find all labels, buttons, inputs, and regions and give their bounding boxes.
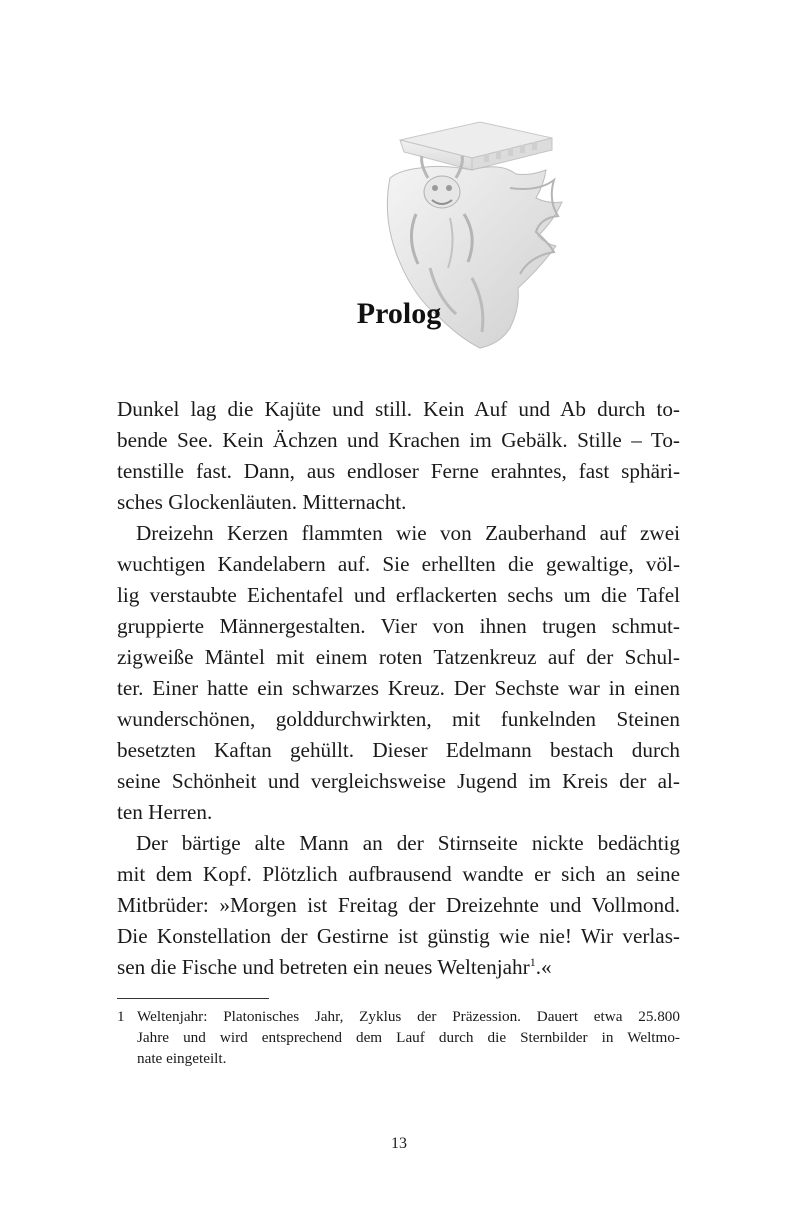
paragraph-1-line-2: bende See. Kein Ächzen und Krachen im Gebälk. Stille – To- [117, 428, 680, 452]
paragraph-3-line-5-text: sen die Fische und betreten ein neues Weltenjahr [117, 955, 530, 979]
footnote-reference[interactable]: 1 [529, 954, 536, 969]
paragraph-2-line-9: seine Schönheit und vergleichsweise Jugend im Kreis der al- [117, 769, 680, 793]
paragraph-3-line-3: Mitbrüder: »Morgen ist Freitag der Dreizehnte und Vollmond. [117, 893, 680, 917]
paragraph-3-line-5 [117, 952, 680, 983]
paragraph-2-line-4: gruppierte Männergestalten. Vier von ihnen trugen schmut- [117, 614, 680, 638]
paragraph-1-line-3: tenstille fast. Dann, aus endloser Ferne erahntes, fast sphäri- [117, 459, 680, 483]
paragraph-3-line-2: mit dem Kopf. Plötzlich aufbrausend wandte er sich an seine [117, 862, 680, 886]
footnote-number: 1 [117, 1008, 125, 1025]
paragraph-2-line-7: wunderschönen, golddurchwirkten, mit funkelnden Steinen [117, 707, 680, 731]
footnote-line-2: Jahre und wird entsprechend dem Lauf durch die Sternbilder in Weltmo- [137, 1029, 680, 1046]
page-number: 13 [391, 1135, 407, 1152]
body-text [117, 394, 680, 983]
paragraph-2-line-6: ter. Einer hatte ein schwarzes Kreuz. Der Sechste war in einen [117, 676, 680, 700]
paragraph-2-line-3: lig verstaubte Eichentafel und erflackerten sechs um die Tafel [117, 583, 680, 607]
footnote-line-3: nate eingeteilt. [137, 1050, 227, 1067]
paragraph-2-line-1: Dreizehn Kerzen flammten wie von Zauberhand auf zwei [136, 521, 680, 545]
paragraph-3-line-5-tail: .« [535, 955, 552, 979]
paragraph-2-line-8: besetzten Kaftan gehüllt. Dieser Edelmann bestach durch [117, 738, 680, 762]
paragraph-3-line-4: Die Konstellation der Gestirne ist günstig wie nie! Wir verlas- [117, 924, 680, 948]
paragraph-1-line-4: sches Glockenläuten. Mitternacht. [117, 490, 407, 514]
footnote-line-1-text: Weltenjahr: Platonisches Jahr, Zyklus der Präzession. Dauert etwa 25.800 [137, 1008, 680, 1025]
chapter-title: Prolog [356, 297, 442, 330]
footnote-divider [117, 998, 269, 999]
paragraph-2-line-10: ten Herren. [117, 800, 213, 824]
paragraph-2-line-2: wuchtigen Kandelabern auf. Sie erhellten die gewaltige, völ- [117, 552, 680, 576]
paragraph-1-line-1: Dunkel lag die Kajüte und still. Kein Auf und Ab durch to- [117, 397, 680, 421]
paragraph-3-line-1: Der bärtige alte Mann an der Stirnseite nickte bedächtig [136, 831, 680, 855]
footnote-line-1 [117, 1006, 680, 1027]
paragraph-2-line-5: zigweiße Mäntel mit einem roten Tatzenkreuz auf der Schul- [117, 645, 680, 669]
footnote [117, 1006, 680, 1069]
